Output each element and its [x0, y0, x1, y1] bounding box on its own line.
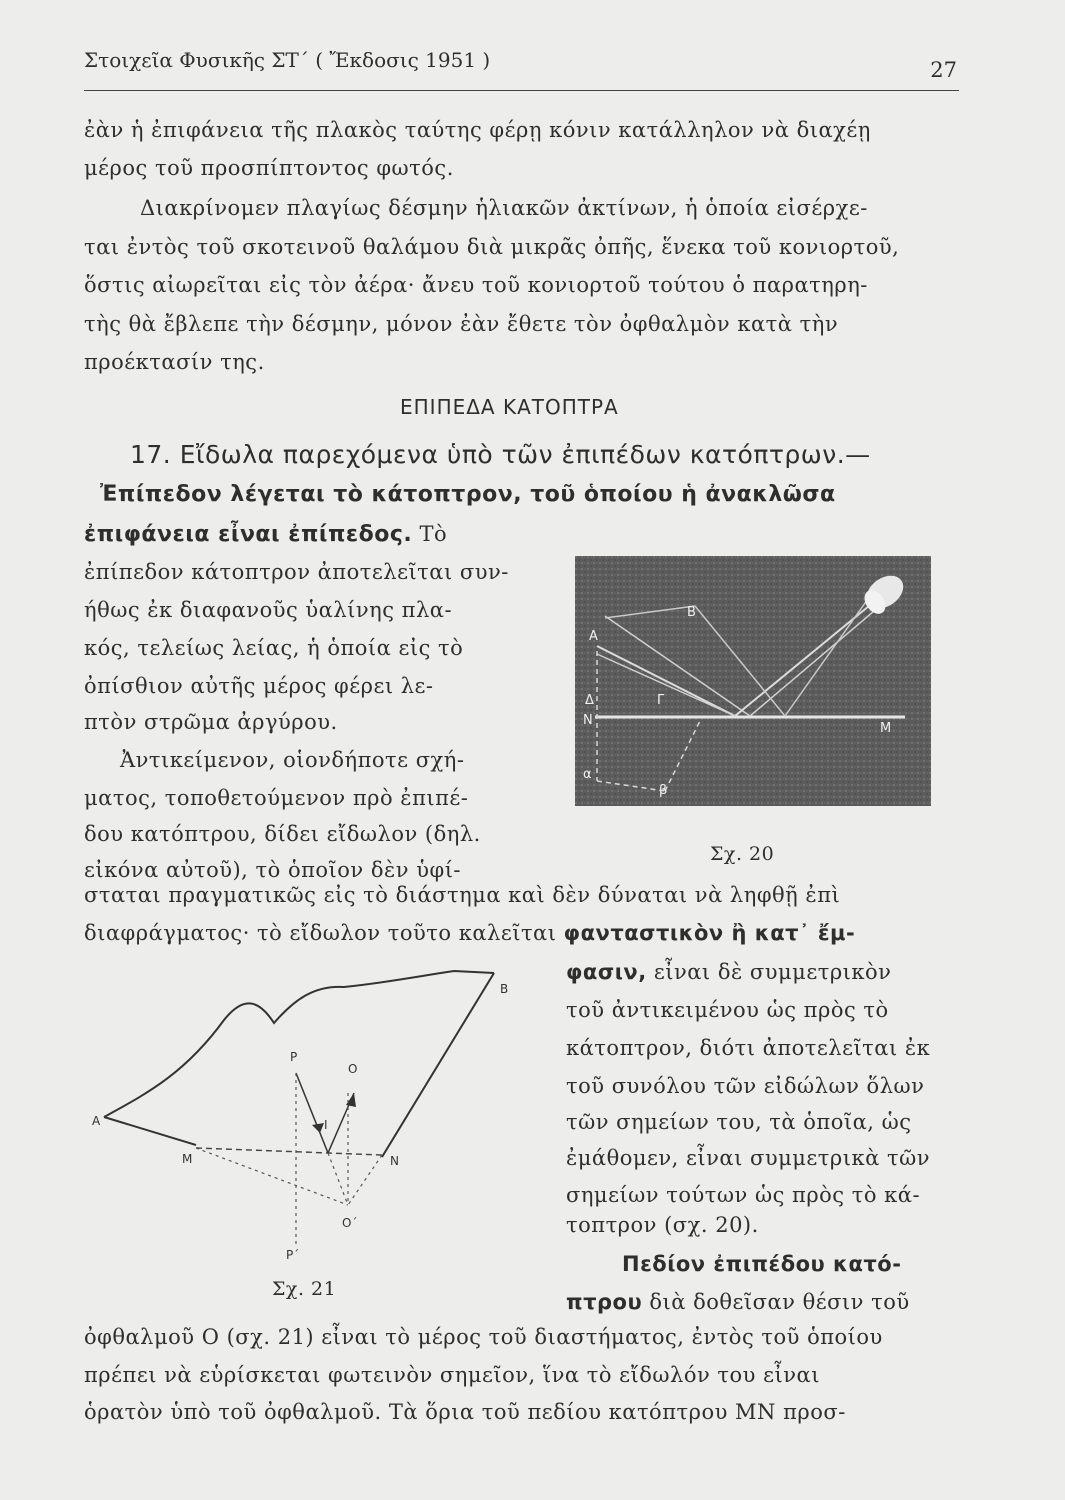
text-line: τοπτρον (σχ. 20).: [566, 1213, 759, 1237]
fig20-label-beta: β: [659, 783, 668, 798]
term-emphasis: φανταστικὸν ἢ κατ᾿ ἔμ-: [563, 921, 856, 945]
figure-21-caption: Σχ. 21: [272, 1278, 337, 1300]
fig20-label-Delta: Δ: [585, 693, 594, 708]
field-heading: Πεδίον ἐπιπέδου κατό-: [622, 1252, 902, 1276]
text-line: ἐμάθομεν, εἶναι συμμετρικὰ τῶν: [566, 1146, 930, 1170]
text-line: πρέπει νὰ εὑρίσκεται φωτεινὸν σημεῖον, ἵνα τὸ εἴδωλόν του εἶναι: [84, 1363, 820, 1387]
fig20-label-alpha: α: [583, 767, 592, 782]
text-line: Ἀντικείμενον, οἱονδήποτε σχή-: [120, 748, 465, 772]
fig20-label-B: Β: [687, 605, 696, 620]
text-line: Διακρίνομεν πλαγίως δέσμην ἡλιακῶν ἀκτίνων, ἡ ὁποία εἰσέρχε-: [140, 196, 868, 220]
text-line-mixed: [566, 1290, 910, 1314]
text-line: σημείων τούτων ὡς πρὸς τὸ κά-: [566, 1183, 921, 1207]
text-span: διαφράγματος· τὸ εἴδωλον τοῦτο καλεῖται: [84, 921, 564, 945]
text-span: εἶναι δὲ συμμετρικὸν: [646, 960, 892, 984]
fig21-label-I: I: [324, 1118, 328, 1132]
fig21-label-O: O: [348, 1062, 358, 1076]
text-line: ματος, τοποθετούμενον πρὸ ἐπιπέ-: [84, 786, 469, 810]
text-line: εἰκόνα αὐτοῦ), τὸ ὁποῖον δὲν ὑφί-: [84, 858, 462, 882]
field-heading-end: πτρου: [566, 1290, 643, 1314]
text-line: κάτοπτρον, διότι ἀποτελεῖται ἐκ: [566, 1036, 931, 1060]
fig20-label-M: Μ: [880, 721, 892, 736]
text-line-mixed: [84, 921, 855, 945]
figure-20-caption: Σχ. 20: [710, 843, 775, 865]
definition-line: Ἐπίπεδον λέγεται τὸ κάτοπτρον, τοῦ ὁποίου ἡ ἀνακλῶσα: [100, 482, 836, 507]
figure-20-photo: [575, 556, 931, 806]
section-title: ΕΠΙΠΕΔΑ ΚΑΤΟΠΤΡΑ: [400, 395, 619, 419]
term-emphasis: φασιν,: [566, 960, 647, 984]
text-line: ἐὰν ἡ ἐπιφάνεια τῆς πλακὸς ταύτης φέρῃ κόνιν κατάλληλον νὰ διαχέῃ: [84, 118, 871, 142]
fig20-label-Gamma: Γ: [657, 693, 665, 708]
definition-line-2: [84, 522, 447, 547]
text-line: ἐπίπεδον κάτοπτρον ἀποτελεῖται συν-: [84, 560, 509, 584]
fig21-label-P: P: [290, 1050, 298, 1064]
subsection-heading: 17. Εἴδωλα παρεχόμενα ὑπὸ τῶν ἐπιπέδων κατόπτρων.—: [130, 440, 871, 469]
fig20-label-A: Α: [589, 629, 598, 644]
text-line: ὀφθαλμοῦ Ο (σχ. 21) εἶναι τὸ μέρος τοῦ διαστήματος, ἐντὸς τοῦ ὁποίου: [84, 1325, 883, 1349]
text-line: ὀπίσθιον αὐτῆς μέρος φέρει λε-: [84, 674, 434, 698]
running-title: Στοιχεῖα Φυσικῆς ΣΤ΄ ( Ἔκδοσις 1951 ): [84, 48, 491, 72]
fig21-label-N: N: [390, 1154, 399, 1168]
text-line: ὅστις αἰωρεῖται εἰς τὸν ἀέρα· ἄνευ τοῦ κονιορτοῦ τούτου ὁ παρατηρη-: [84, 273, 868, 297]
text-line: ται ἐντὸς τοῦ σκοτεινοῦ θαλάμου διὰ μικρᾶς ὀπῆς, ἕνεκα τοῦ κονιορτοῦ,: [84, 235, 900, 259]
text-line: ήθως ἐκ διαφανοῦς ὑαλίνης πλα-: [84, 598, 453, 622]
text-line: τὴς θὰ ἔβλεπε τὴν δέσμην, μόνον ἐὰν ἔθετε τὸν ὀφθαλμὸν κατὰ τὴν: [84, 312, 839, 336]
text-line-mixed: [566, 960, 891, 984]
page-header: [84, 40, 959, 91]
text-line: κός, τελείως λείας, ἡ ὁποία εἰς τὸ: [84, 636, 464, 660]
text-line: προέκτασίν της.: [84, 350, 265, 374]
figure-21-diagram: [84, 965, 524, 1275]
fig21-label-O-prime: O΄: [342, 1216, 358, 1230]
text-line: τοῦ συνόλου τῶν εἰδώλων ὅλων: [566, 1074, 925, 1098]
text-line: μέρος τοῦ προσπίπτοντος φωτός.: [84, 156, 454, 180]
fig21-label-P-prime: P΄: [286, 1248, 300, 1262]
text-line: σταται πραγματικῶς εἰς τὸ διάστημα καὶ δὲν δύναται νὰ ληφθῇ ἐπὶ: [84, 883, 841, 907]
fig21-label-A: A: [92, 1114, 101, 1128]
text-line: ὁρατὸν ὑπὸ τοῦ ὀφθαλμοῦ. Τὰ ὅρια τοῦ πεδίου κατόπτρου ΜΝ προσ-: [84, 1400, 846, 1424]
text-line: τῶν σημείων του, τὰ ὁποῖα, ὡς: [566, 1110, 912, 1134]
text-line: δου κατόπτρου, δίδει εἴδωλον (δηλ.: [84, 822, 481, 846]
fig21-label-B: B: [500, 982, 509, 996]
definition-emphasis: ἐπιφάνεια εἶναι ἐπίπεδος.: [84, 522, 413, 547]
definition-tail: Τὸ: [412, 522, 448, 546]
text-span: διὰ δοθεῖσαν θέσιν τοῦ: [642, 1290, 910, 1314]
text-line: πτὸν στρῶμα ἀργύρου.: [84, 710, 338, 734]
fig21-label-M: M: [182, 1152, 193, 1166]
fig20-label-N: Ν: [583, 713, 593, 728]
page-number: 27: [930, 58, 957, 82]
text-line: τοῦ ἀντικειμένου ὡς πρὸς τὸ: [566, 998, 889, 1022]
